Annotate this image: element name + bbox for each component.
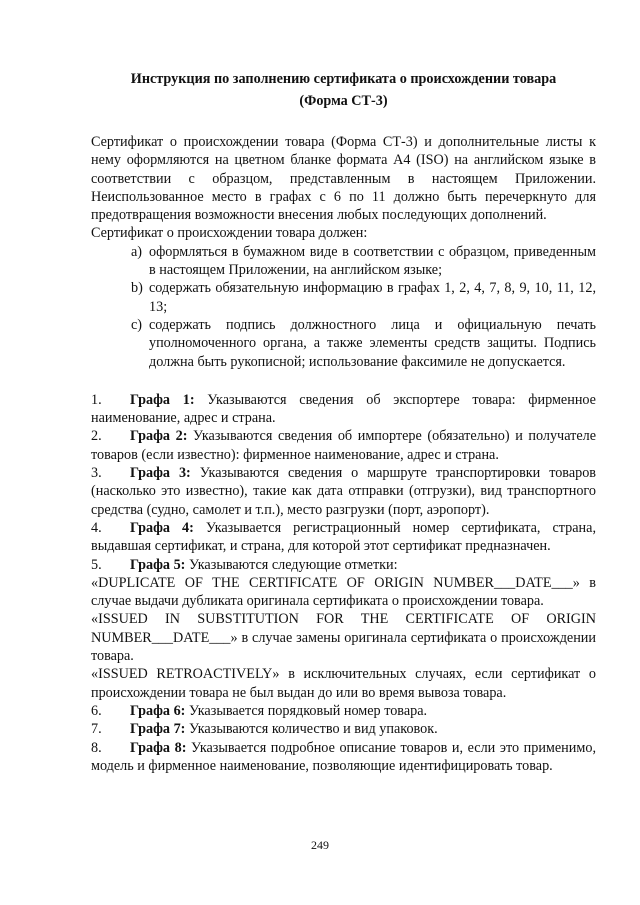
field-instructions: [91, 391, 596, 775]
document-page: [91, 68, 596, 775]
entry-number: 8.: [91, 739, 102, 756]
entry-text: Указываются сведения об экспортере товара: фирменное наименование, адрес и страна.: [91, 391, 596, 427]
entry-label: Графа 5:: [130, 556, 186, 573]
document-title: [91, 68, 596, 112]
entry-number: 6.: [91, 702, 102, 719]
requirements-lead: Сертификат о происхождении товара должен:: [91, 225, 368, 242]
entry-number: 5.: [91, 556, 102, 573]
requirement-item-b: [91, 279, 596, 316]
entry-text: Указывается порядковый номер товара.: [185, 702, 428, 719]
entry-text: Указываются количество и вид упаковок.: [185, 721, 438, 738]
field-entry-2: [91, 427, 596, 464]
field-entry-7: [91, 720, 596, 738]
field-entry-5: [91, 556, 596, 574]
entry-label: Графа 7:: [130, 721, 186, 738]
entry-number: 1.: [91, 391, 102, 408]
note-duplicate: «DUPLICATE OF THE CERTIFICATE OF ORIGIN NUMBER___DATE___» в случае выдачи дубликата оригинала сертификата о происхождении товара.: [91, 574, 596, 610]
entry-number: 2.: [91, 428, 102, 445]
requirement-item-a: [91, 243, 596, 280]
entry-text: Указываются следующие отметки:: [185, 556, 398, 573]
entry-label: Графа 3:: [130, 465, 191, 482]
entry-label: Графа 4:: [130, 519, 194, 536]
entry-label: Графа 8:: [130, 739, 187, 756]
entry-number: 7.: [91, 721, 102, 738]
entry-number: 3.: [91, 465, 102, 482]
list-marker: c): [131, 316, 143, 333]
field-entry-8: [91, 739, 596, 776]
requirement-text: содержать обязательную информацию в графах 1, 2, 4, 7, 8, 9, 10, 11, 12, 13;: [149, 280, 596, 315]
entry-text: Указывается подробное описание товаров и, если это применимо, модель и фирменное наименование, позволяющие идентифицировать товар.: [91, 739, 596, 774]
field-entry-3: [91, 464, 596, 519]
intro-section: [91, 133, 596, 371]
list-marker: a): [131, 243, 143, 260]
entry-text: Указываются сведения об импортере (обязательно) и получателе товаров (если известно): фирменное наименование, адрес и страна.: [91, 428, 596, 463]
requirement-item-c: [91, 316, 596, 371]
entry-label: Графа 2:: [130, 428, 188, 445]
entry-text: Указывается регистрационный номер сертификата, страна, выдавшая сертификат, и страна, для которой этот сертификат предназначен.: [91, 519, 596, 555]
note-substitution: «ISSUED IN SUBSTITUTION FOR THE CERTIFICATE OF ORIGIN NUMBER___DATE___» в случае замены оригинала сертификата о происхождении товара.: [91, 611, 596, 665]
page-number: 249: [311, 838, 329, 852]
entry-text: Указываются сведения о маршруте транспортировки товаров (насколько это известно), такие как дата отправки (отгрузки), вид транспортного средства (судно, самолет и т.п.), место разгрузки (порт, аэропорт).: [91, 465, 596, 518]
field-entry-4: [91, 519, 596, 556]
requirements-list: [91, 243, 596, 371]
requirement-text: содержать подпись должностного лица и официальную печать уполномоченного органа, а также элементы средств защиты. Подпись должна быть рукописной; использование факсимиле не допускается.: [149, 316, 596, 370]
list-marker: b): [131, 280, 143, 297]
entry-number: 4.: [91, 519, 102, 536]
entry-label: Графа 1:: [130, 391, 195, 408]
title-line-2: (Форма СТ-3): [299, 93, 388, 109]
field-entry-6: [91, 702, 596, 720]
note-retroactive: «ISSUED RETROACTIVELY» в исключительных случаях, если сертификат о происхождении товара не был выдан до или во время вывоза товара.: [91, 666, 596, 701]
entry-label: Графа 6:: [130, 702, 186, 719]
title-line-1: Инструкция по заполнению сертификата о происхождении товара: [130, 71, 557, 87]
intro-paragraph: Сертификат о происхождении товара (Форма СТ-3) и дополнительные листы к нему оформляются на цветном бланке формата А4 (ISO) на английском языке в соответствии с образцом, представленным в настоящем Приложении. Неиспользованное место в графах с 6 по 11 должно быть перечеркнуто для предотвращения возможности внесения любых последующих дополнений.: [91, 134, 596, 224]
requirement-text: оформляться в бумажном виде в соответствии с образцом, приведенным в настоящем Приложении, на английском языке;: [149, 243, 596, 279]
field-entry-1: [91, 391, 596, 428]
